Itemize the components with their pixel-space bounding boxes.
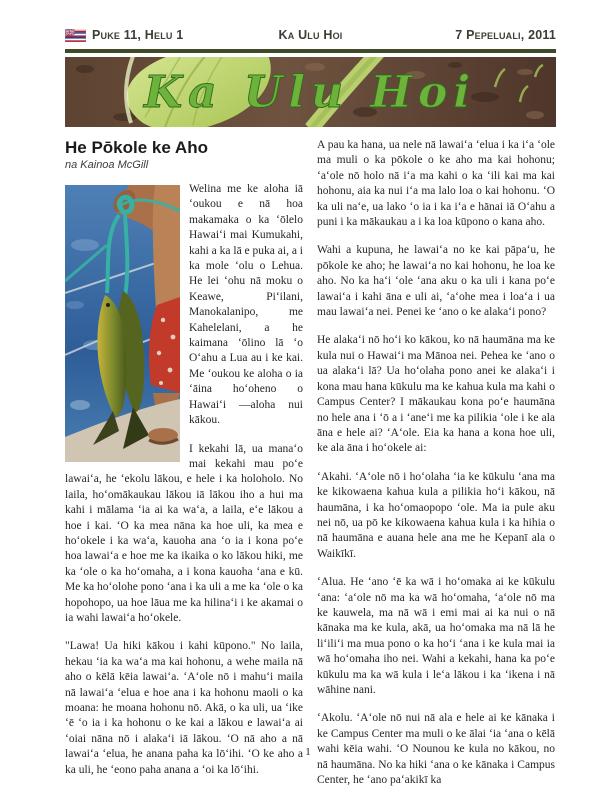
page-number: 1 bbox=[305, 746, 311, 758]
foot-and-sandal bbox=[148, 428, 178, 443]
banner-script-title: Ka Ulu Hoi bbox=[143, 67, 477, 118]
issue-label-group bbox=[65, 28, 229, 42]
hawaiian-flag-icon bbox=[65, 29, 86, 42]
left-column bbox=[65, 138, 303, 801]
article-title: He Pōkole ke Aho bbox=[65, 138, 208, 157]
article-paragraph: A pau ka hana, ua nele nā lawaiʻa ʻelua i ka iʻa ʻole ma muli o ka pōkole o ke aho ma kai hohonu; ʻaʻole nō holo nā iʻa ma kahi o ka ʻili kai ma kai hohonu, aia ka nui iʻa ma lalo loa o kai hohonu. ʻO ka uli naʻe, ua lako ʻo ia i ka iʻa e hānai iā Oʻahu a puni i ka mākaukau a i ka loa kūpono o kana aho. bbox=[317, 139, 555, 229]
article-paragraph: ʻAkolu. ʻAʻole nō nui nā ala e hele ai ke kānaka i ke Campus Center ma muli o ke ālai ʻia ʻana o kēlā wahi kēia wahi. ʻO Nounou ke kula no kākou, no nā haumāna. No ka hiki ʻana o ke kānaka i Campus Center, he ʻano paʻakikī ka bbox=[317, 712, 555, 787]
article-paragraph: I kekahi lā, ua manaʻo mai kekahi mau poʻe lawaiʻa, he ʻekolu lākou, e hele i ka holoholo. No laila, hoʻomākaukau lākou iā lākou iho a hui ma kahi i mālama ʻia ai ka waʻa, a laila, eʻe lākou a hoe i kai. ʻO ka mea nāna ka hoe uli, ka mea e hoʻokele i ka waʻa, kauoha ana ʻo ia i kona poʻe hoa lawaiʻa e hoe me ka ikaika o ko lākou hiki, me ka ʻole o ka hoʻomaha, a i kona kauoha ʻana e kū. Me ka hoʻolohe pono ʻana i ka uli a me ka ʻole o ka hopohopo, ua hoe lāua me ka hilinaʻi i ke akamai o ia wahi lawaiʻa hoʻokele. bbox=[65, 442, 303, 624]
article-paragraph: Wahi a kupuna, he lawaiʻa no ke kai pāpaʻu, he pōkole ke aho; he lawaiʻa no kai hohonu, he loa ke aho. No ka haʻi ʻole ʻana aku o ka uli i kana poʻe lawaiʻa i kahi āna e uli ai, ʻaʻohe mea i loaʻa i ua mau lawaiʻa nei. Penei ke ʻano o ke alakaʻi pono? bbox=[317, 244, 555, 319]
fishermen-photo bbox=[65, 185, 180, 462]
masthead bbox=[65, 28, 556, 42]
article-paragraph: ʻAkahi. ʻAʻole nō i hoʻolaha ʻia ke kūkulu ʻana ma ke kikowaena kahua kula a pilikia hoʻi kākou, nā haumāna, i ka hoʻomaopopo ʻole. Ma ia pule aku nei nō, ua pō ke kikowaena kahua kula i ka hihia o nā haumāna e auana hele ana me he Kepanī ala o Waikīkī. bbox=[317, 470, 555, 560]
issue-label: Puke 11, Helu 1 bbox=[92, 28, 184, 42]
masthead-rule bbox=[65, 49, 556, 53]
article-paragraph: "Lawa! Ua hiki kākou i kahi kūpono." No laila, hekau ʻia ka waʻa ma kai hohonu, a wehe maila nā aho o kēlā kēia lawaiʻa. ʻAʻole nō i mahuʻi maila nā lawaiʻa ʻelua e hoe ana i ka hohonu maoli o ka moana: he moana hohonu nō. Akā, o ka uli, ua ʻike ʻē ʻo ia i ka hohonu o ke kai a lākou e lawaiʻa ai ʻoiai nāna nō i alakaʻi iā lākou. ʻO nā aho a nā lawaiʻa ʻelua, he anana paha ka lōʻihi. ʻO ke aho a ka uli, he ʻeono paha anana a ʻoi ka lōʻihi. bbox=[65, 640, 303, 776]
article-columns bbox=[65, 138, 556, 801]
article-byline: na Kainoa McGill bbox=[65, 159, 149, 171]
article-paragraph: ʻAlua. He ʻano ʻē ka wā i hoʻomaka ai ke kūkulu ʻana: ʻaʻole nō ma ka wā hoʻomaha, ʻaʻole nō ma ke kauwela, ma nā wā i emi mai ai ka nui o nā kānaka ma ke kula, akā, ua hoʻomaka ma nā lā he liʻiliʻi ma mua pono o ka hoʻi ʻana i ke kula mai ia wā hoʻomaha iho nei. Wahi a kekahi, hana ka poʻe kūkulu ma ka wā kula i leʻa lākou i ka ʻikena i nā wāhine nani. bbox=[317, 576, 555, 696]
banner-image bbox=[65, 57, 556, 127]
article-paragraph: Welina me ke aloha iā ʻoukou e nā hoa makamaka o ka ʻōlelo Hawaiʻi mai Kumukahi, kahi a ka lā e puka ai, a i ka mole ʻolu o Lehua. He lei ʻohu nā moku o Keawe, Piʻilani, Manokalanipo, me Kahelelani, a he kaimana ʻōlino lā ʻo Oʻahu a Lua au i ke kai. Me ʻoukou ke aloha o ia ʻāina hoʻoheno o Hawaiʻi —aloha nui kākou. bbox=[189, 183, 303, 427]
masthead-title: Ka Ulu Hoi bbox=[278, 28, 343, 42]
issue-date: 7 Pepeluali, 2011 bbox=[455, 28, 557, 42]
article-paragraph: He alakaʻi nō hoʻi ko kākou, ko nā haumāna ma ke kula nui o Hawaiʻi ma Mānoa nei. Pehea ke ʻano o ua alakaʻi lā? Ua hoʻolaha pono anei ke alakaʻi i kona mau hana kūkulu ma ke kahua kula ma kahi o Campus Center? I mākaukau kona poʻe haumāna no hele ana i ʻō a i ʻaneʻi me ka pilikia ʻole i ke ala āna e hele ai? ʻAʻole. Eia ka hana a kona hoe uli, ke ala āna i hoʻokele ai: bbox=[317, 334, 555, 455]
right-column bbox=[317, 138, 555, 801]
